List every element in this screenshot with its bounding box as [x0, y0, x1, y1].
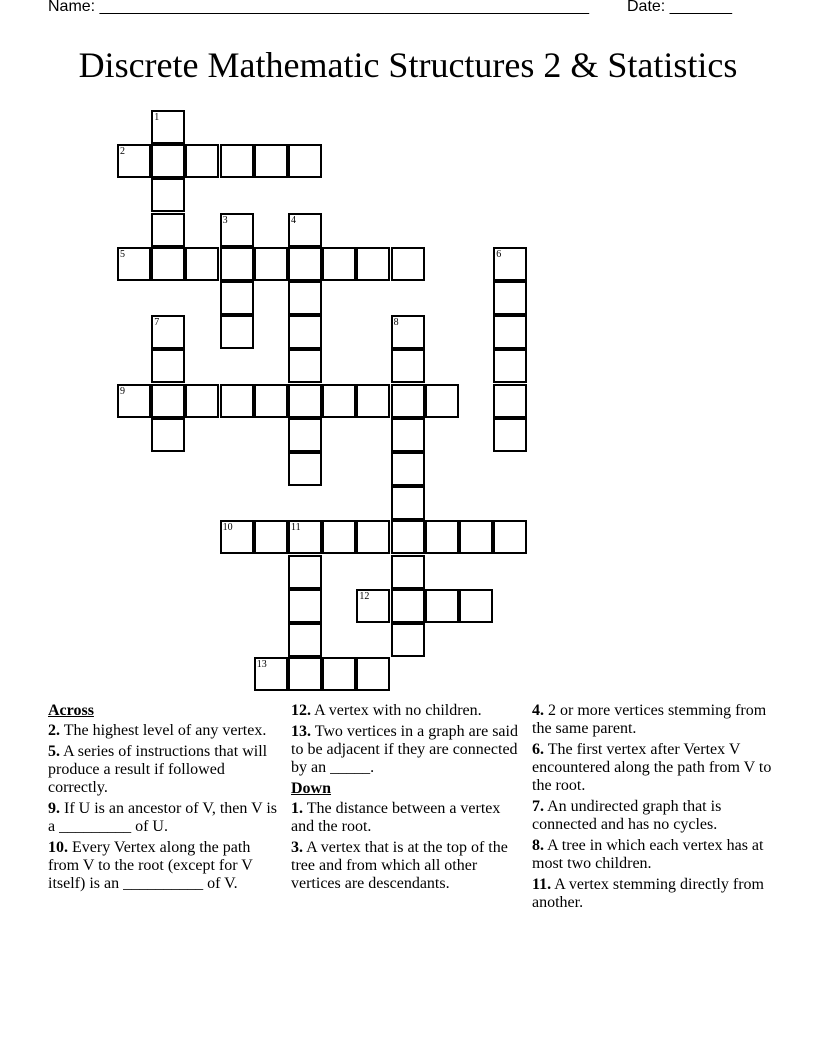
clue-column-1: [48, 702, 280, 896]
cell-number: 1: [154, 112, 160, 123]
crossword-cell[interactable]: [220, 213, 254, 247]
clue-number: 11.: [532, 876, 552, 893]
cell-number: 8: [393, 317, 399, 329]
crossword-cell[interactable]: [288, 623, 322, 657]
crossword-cell[interactable]: [288, 349, 322, 383]
crossword-cell[interactable]: [288, 315, 322, 349]
crossword-cell[interactable]: [151, 349, 185, 383]
crossword-cell[interactable]: [493, 247, 527, 281]
clue-number: 8.: [532, 837, 544, 854]
clue-number: 1.: [291, 800, 303, 817]
clue-down-7: [532, 798, 772, 834]
clue-across-12: [291, 702, 523, 720]
clue-text: A vertex stemming directly from another.: [532, 876, 764, 911]
clue-across-5: [48, 743, 280, 797]
crossword-cell[interactable]: [356, 589, 390, 623]
crossword-cell[interactable]: [220, 384, 254, 418]
crossword-cell[interactable]: [288, 418, 322, 452]
crossword-cell[interactable]: [288, 144, 322, 178]
crossword-cell[interactable]: [391, 247, 425, 281]
clue-number: 9.: [48, 800, 60, 817]
crossword-cell[interactable]: [288, 281, 322, 315]
cell-number: 5: [120, 248, 125, 260]
crossword-cell[interactable]: [151, 110, 185, 144]
crossword-cell[interactable]: [425, 589, 459, 623]
clue-down-1: [291, 800, 523, 836]
crossword-cell[interactable]: [117, 247, 151, 281]
clue-text: The first vertex after Vertex V encountered along the path from V to the root.: [532, 741, 772, 794]
crossword-cell[interactable]: [322, 384, 356, 418]
clue-number: 7.: [532, 798, 544, 815]
crossword-cell[interactable]: [322, 520, 356, 554]
crossword-cell[interactable]: [322, 657, 356, 691]
crossword-cell[interactable]: [356, 384, 390, 418]
crossword-cell[interactable]: [322, 247, 356, 281]
clue-column-3: [532, 702, 772, 915]
crossword-cell[interactable]: [425, 520, 459, 554]
date-field-label: Date: _______: [627, 0, 732, 15]
clue-down-6: [532, 741, 772, 795]
clue-text: A vertex that is at the top of the tree and from which all other vertices are descendants.: [291, 839, 508, 892]
crossword-cell[interactable]: [493, 315, 527, 349]
cell-number: 6: [496, 248, 502, 260]
crossword-cell[interactable]: [254, 657, 288, 691]
page-title: Discrete Mathematic Structures 2 & Statistics: [78, 45, 738, 85]
clue-across-10: [48, 839, 280, 893]
clue-across-13: [291, 723, 523, 777]
clue-down-8: [532, 837, 772, 873]
clue-number: 10.: [48, 839, 68, 856]
clue-text: Every Vertex along the path from V to the root (except for V itself) is an __________ of V.: [48, 839, 253, 892]
crossword-cell[interactable]: [117, 144, 151, 178]
across-heading: Across: [48, 702, 94, 719]
clue-text: If U is an ancestor of V, then V is a _________ of U.: [48, 800, 278, 835]
crossword-cell[interactable]: [288, 452, 322, 486]
clue-down-3: [291, 839, 523, 893]
cell-number: 13: [256, 659, 267, 671]
crossword-cell[interactable]: [220, 315, 254, 349]
cell-number: 3: [222, 214, 228, 226]
crossword-cell[interactable]: [356, 247, 390, 281]
cell-number: 11: [291, 522, 301, 534]
crossword-cell[interactable]: [425, 384, 459, 418]
crossword-cell[interactable]: [391, 418, 425, 452]
crossword-cell[interactable]: [254, 247, 288, 281]
clue-text: An undirected graph that is connected and has no cycles.: [532, 798, 722, 833]
crossword-cell[interactable]: [391, 555, 425, 589]
crossword-cell[interactable]: [493, 349, 527, 383]
crossword-cell[interactable]: [254, 144, 288, 178]
crossword-cell[interactable]: [391, 520, 425, 554]
crossword-cell[interactable]: [151, 315, 185, 349]
crossword-cell[interactable]: [117, 384, 151, 418]
clue-number: 2.: [48, 722, 60, 739]
crossword-cell[interactable]: [493, 520, 527, 554]
cell-number: 7: [154, 317, 160, 329]
crossword-cell[interactable]: [151, 384, 185, 418]
crossword-cell[interactable]: [185, 247, 219, 281]
crossword-cell[interactable]: [288, 555, 322, 589]
clue-column-2: [291, 702, 523, 896]
crossword-cell[interactable]: [220, 520, 254, 554]
clue-across-9: [48, 800, 280, 836]
crossword-cell[interactable]: [288, 384, 322, 418]
crossword-cell[interactable]: [391, 623, 425, 657]
crossword-cell[interactable]: [493, 281, 527, 315]
clue-text: A vertex with no children.: [314, 702, 482, 719]
crossword-cell[interactable]: [391, 486, 425, 520]
clue-text: The distance between a vertex and the root.: [291, 800, 501, 835]
crossword-cell[interactable]: [185, 144, 219, 178]
clue-number: 5.: [48, 743, 60, 760]
clue-down-11: [532, 876, 772, 912]
cell-number: 12: [359, 590, 370, 602]
crossword-cell[interactable]: [220, 247, 254, 281]
crossword-cell[interactable]: [356, 520, 390, 554]
crossword-cell[interactable]: [493, 384, 527, 418]
clue-number: 13.: [291, 723, 311, 740]
crossword-cell[interactable]: [254, 384, 288, 418]
cell-number: 4: [291, 214, 296, 226]
crossword-cell[interactable]: [493, 418, 527, 452]
clue-number: 12.: [291, 702, 311, 719]
clue-text: 2 or more vertices stemming from the same parent.: [532, 702, 767, 737]
clue-number: 3.: [291, 839, 303, 856]
crossword-cell[interactable]: [151, 213, 185, 247]
crossword-cell[interactable]: [151, 178, 185, 212]
crossword-cell[interactable]: [151, 144, 185, 178]
crossword-cell[interactable]: [459, 589, 493, 623]
crossword-cell[interactable]: [151, 418, 185, 452]
crossword-cell[interactable]: [356, 657, 390, 691]
crossword-cell[interactable]: [391, 315, 425, 349]
crossword-cell[interactable]: [391, 384, 425, 418]
clue-text: The highest level of any vertex.: [63, 722, 267, 739]
crossword-cell[interactable]: [391, 589, 425, 623]
clue-down-4: [532, 702, 772, 738]
crossword-cell[interactable]: [391, 349, 425, 383]
crossword-cell[interactable]: [151, 247, 185, 281]
crossword-cell[interactable]: [288, 213, 322, 247]
clue-number: 4.: [532, 702, 544, 719]
crossword-cell[interactable]: [288, 520, 322, 554]
crossword-cell[interactable]: [288, 589, 322, 623]
clue-text: A tree in which each vertex has at most two children.: [532, 837, 764, 872]
name-field-label: Name: _______________________________________________________: [48, 0, 589, 15]
crossword-cell[interactable]: [220, 281, 254, 315]
crossword-cell[interactable]: [254, 520, 288, 554]
crossword-cell[interactable]: [288, 657, 322, 691]
crossword-cell[interactable]: [391, 452, 425, 486]
crossword-cell[interactable]: [220, 144, 254, 178]
clue-text: Two vertices in a graph are said to be adjacent if they are connected by an _____.: [291, 723, 518, 776]
cell-number: 10: [222, 522, 233, 534]
crossword-cell[interactable]: [288, 247, 322, 281]
crossword-cell[interactable]: [185, 384, 219, 418]
crossword-cell[interactable]: [459, 520, 493, 554]
clue-text: A series of instructions that will produce a result if followed correctly.: [48, 743, 268, 796]
clue-number: 6.: [532, 741, 544, 758]
clue-across-2: [48, 722, 280, 740]
cell-number: 9: [120, 385, 125, 397]
cell-number: 2: [120, 146, 125, 158]
down-heading: Down: [291, 780, 332, 797]
